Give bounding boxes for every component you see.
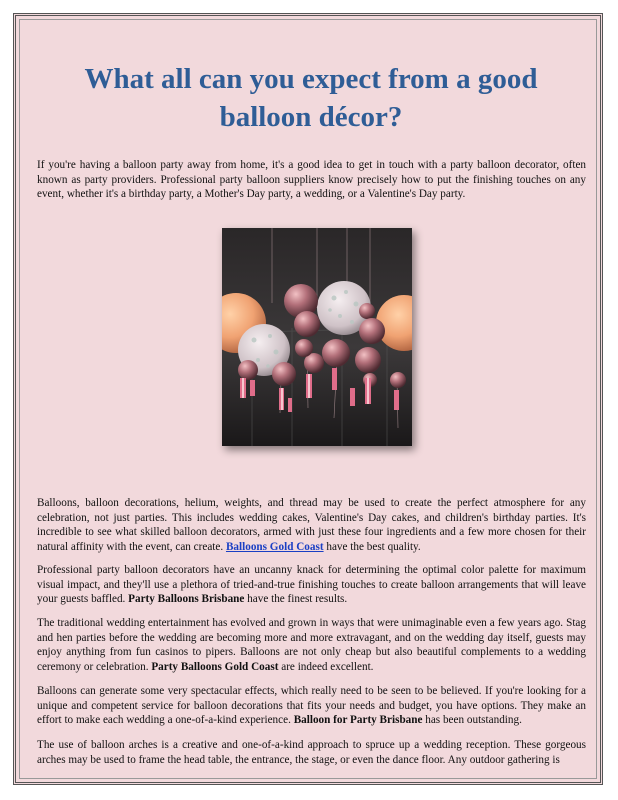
paragraph-arches: The use of balloon arches is a creative and one-of-a-kind approach to spruce up a wedding reception. These gorgeous arches may be used to frame the head table, the entrance, the stage, or even the dance floor. Any outdoor gathering is xyxy=(37,739,586,766)
balloon-photo-illustration xyxy=(222,228,412,446)
paragraph-balloons: Balloons, balloon decorations, helium, weights, and thread may be used to create the perfect atmosphere for any celebration, not just parties. This includes wedding cakes, Valentine's Day cakes, and children's birthday parties. It's incredible to see what skilled balloon decorators, armed with just these four ingredients and a few more chosen for their natural affinity with the event, can create. Balloons Gold Coast have the best quality. xyxy=(37,497,586,553)
paragraph-decorators: Professional party balloon decorators have an uncanny knack for determining the optimal color palette for maximum visual impact, and they'll use a plethora of tried-and-true finishing touches to create balloon arrangements that will leave your guests baffled. Party Balloons Brisbane have the finest results. xyxy=(37,564,586,606)
balloons-gold-coast-link[interactable]: Balloons Gold Coast xyxy=(225,540,324,553)
document-page xyxy=(13,13,603,785)
balloon-photo xyxy=(222,228,412,446)
bold-phrase: Party Balloons Gold Coast xyxy=(151,660,279,673)
intro-paragraph: If you're having a balloon party away from home, it's a good idea to get in touch with a party balloon decorator, often known as party providers. Professional party balloon suppliers know precisely how to put the finishing touches on any event, whether it's a birthday party, a Mother's Day party, a wedding, or a Valentine's Day party. xyxy=(37,159,586,201)
paragraph-wedding: The traditional wedding entertainment has evolved and grown in ways that were unimaginable even a few years ago. Stag and hen parties before the wedding are becoming more and more extravagant, and on the wedding day itself, guests may enjoy anything from fun casinos to pipers. Balloons are not only cheap but also beautiful complements to a wedding ceremony or celebration. Party Balloons Gold Coast are indeed excellent. xyxy=(37,617,586,673)
paragraph-effects: Balloons can generate some very spectacular effects, which really need to be seen to be believed. If you're looking for a unique and competent service for balloon decorations that fits your needs and budget, you have options. They make an effort to make each wedding a one-of-a-kind experience. Balloon for Party Brisbane has been outstanding. xyxy=(37,685,586,727)
bold-phrase: Party Balloons Brisbane xyxy=(128,593,245,606)
page-title: What all can you expect from a good balloon décor? xyxy=(84,63,538,133)
bold-phrase: Balloon for Party Brisbane xyxy=(293,714,423,727)
